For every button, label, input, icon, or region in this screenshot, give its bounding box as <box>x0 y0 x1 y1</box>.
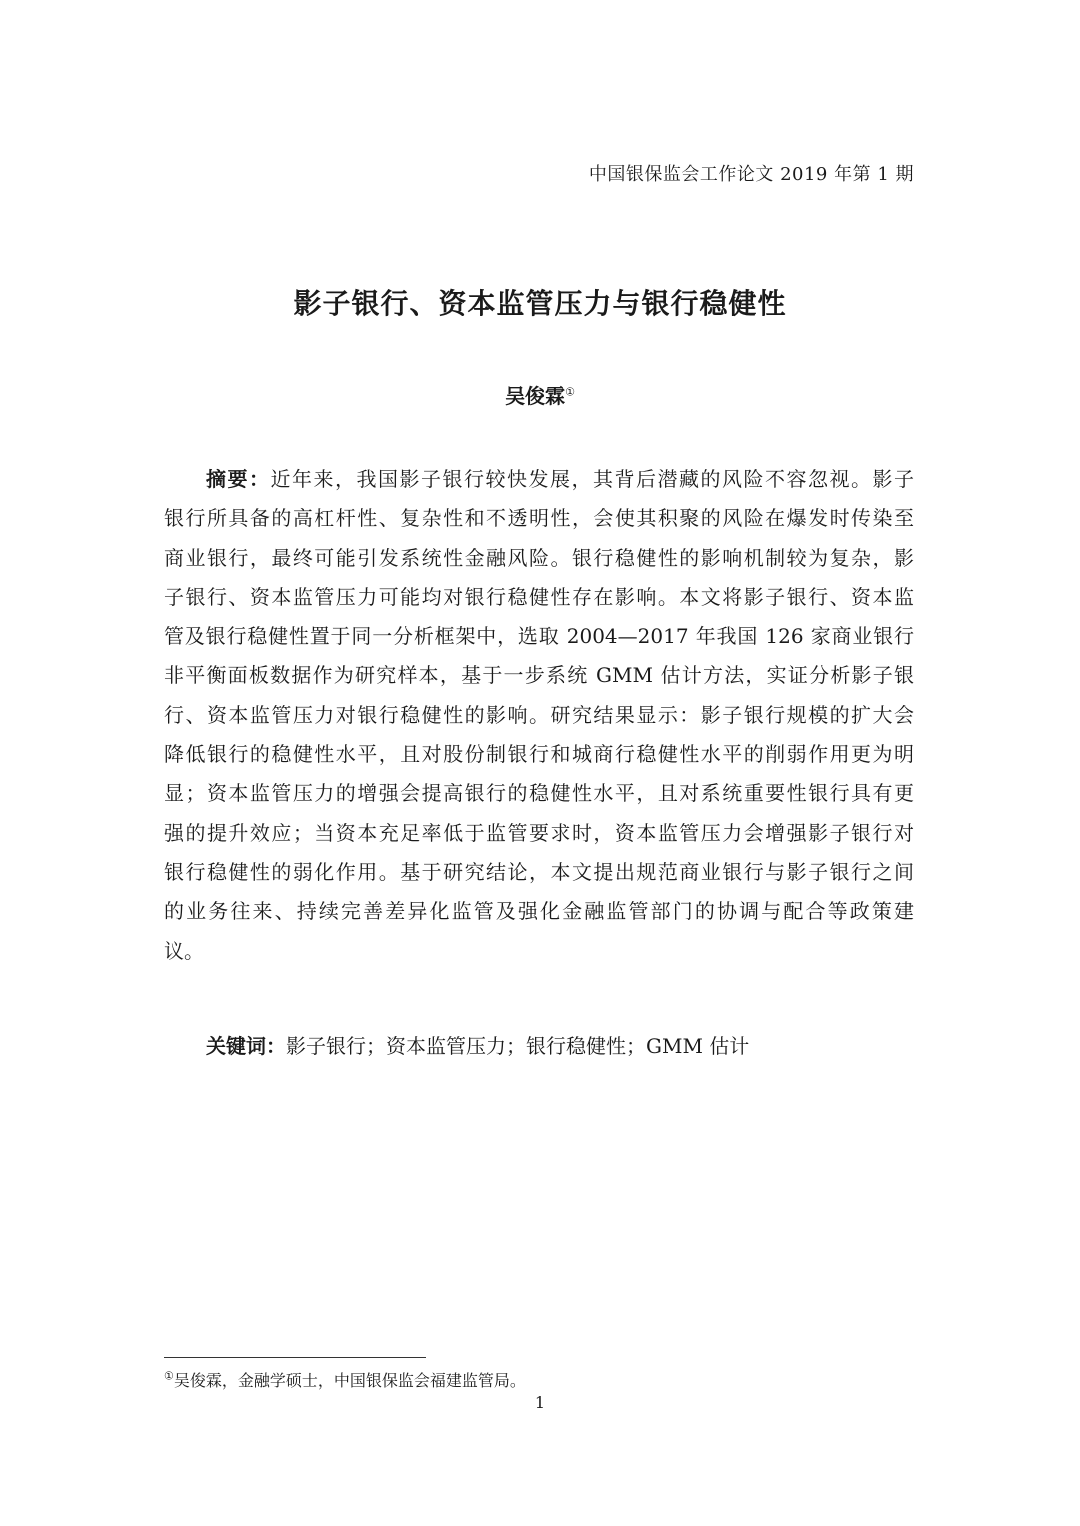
abstract-line: 的业务往来、持续完善差异化监管及强化金融监管部门的协调与配合等政策建 <box>164 899 914 924</box>
abstract-line: 银行所具备的高杠杆性、复杂性和不透明性，会使其积聚的风险在爆发时传染至 <box>164 506 914 531</box>
keywords <box>206 1030 749 1059</box>
abstract-line: 强的提升效应；当资本充足率低于监管要求时，资本监管压力会增强影子银行对 <box>164 820 914 845</box>
abstract-line: 议。 <box>164 938 204 963</box>
abstract-line: 银行稳健性的弱化作用。基于研究结论，本文提出规范商业银行与影子银行之间 <box>164 859 914 884</box>
author-note-mark: ① <box>565 385 575 399</box>
keywords-text: 影子银行；资本监管压力；银行稳健性；GMM 估计 <box>286 1034 750 1058</box>
abstract-line: 降低银行的稳健性水平，且对股份制银行和城商行稳健性水平的削弱作用更为明 <box>164 742 914 767</box>
paper-title: 影子银行、资本监管压力与银行稳健性 <box>293 287 787 320</box>
abstract-line: 非平衡面板数据作为研究样本，基于一步系统 GMM 估计方法，实证分析影子银 <box>164 663 914 688</box>
abstract-line: 子银行、资本监管压力可能均对银行稳健性存在影响。本文将影子银行、资本监 <box>164 584 914 609</box>
abstract-line: 管及银行稳健性置于同一分析框架中，选取 2004—2017 年我国 126 家商业银行 <box>164 624 914 649</box>
author-name: 吴俊霖 <box>505 384 566 408</box>
footnote-text: 吴俊霖，金融学硕士，中国银保监会福建监管局。 <box>173 1371 526 1390</box>
abstract <box>164 460 914 971</box>
footnote-divider <box>164 1357 426 1358</box>
page-number: 1 <box>534 1393 546 1412</box>
abstract-line: 商业银行，最终可能引发系统性金融风险。银行稳健性的影响机制较为复杂，影 <box>164 545 914 570</box>
abstract-line: 显；资本监管压力的增强会提高银行的稳健性水平，且对系统重要性银行具有更 <box>164 781 914 806</box>
abstract-line: 行、资本监管压力对银行稳健性的影响。研究结果显示：影子银行规模的扩大会 <box>164 702 914 727</box>
keywords-label: 关键词： <box>206 1034 286 1058</box>
footnote-mark: ① <box>164 1369 174 1383</box>
abstract-line: 摘要：近年来，我国影子银行较快发展，其背后潜藏的风险不容忽视。影子 <box>206 467 914 491</box>
abstract-label: 摘要： <box>206 467 271 491</box>
footnote <box>164 1368 526 1391</box>
author-line <box>0 380 1080 409</box>
running-head: 中国银保监会工作论文 2019 年第 1 期 <box>588 164 914 185</box>
